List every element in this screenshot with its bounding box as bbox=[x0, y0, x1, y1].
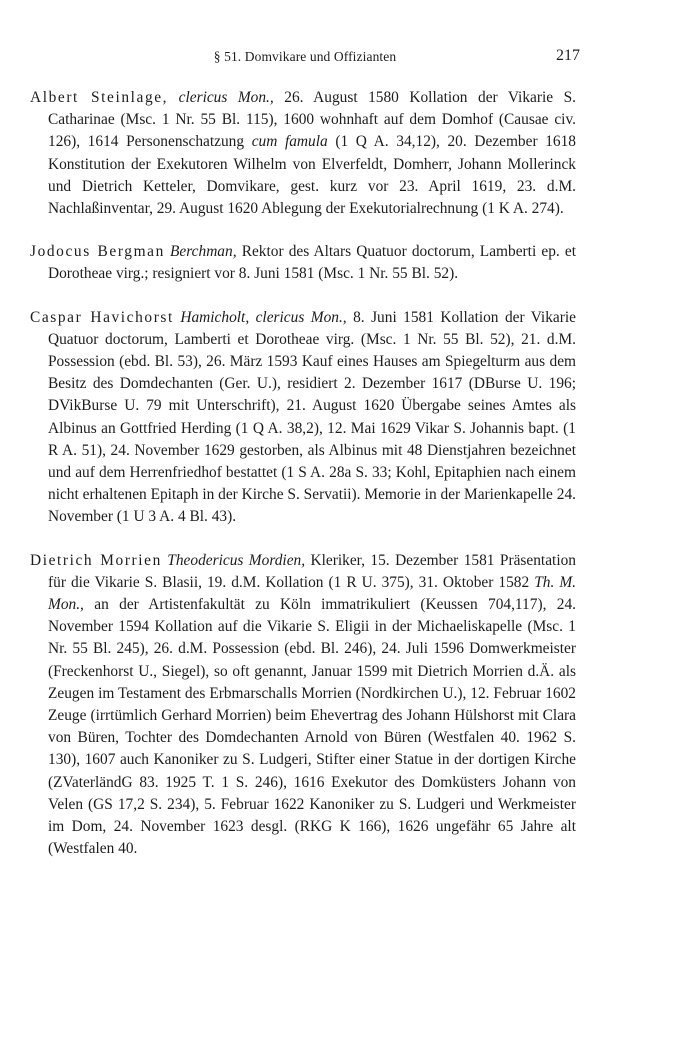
page-number: 217 bbox=[556, 47, 580, 64]
entry-italic-phrase: Th. M. Mon., bbox=[48, 573, 576, 614]
running-header bbox=[30, 47, 580, 69]
entry-text: Kleriker, 15. Dezember 1581 Präsentation für die Vikarie S. Blasii, 19. d.M. Kollation (1 R U. 375), 31. Oktober 1582 bbox=[48, 551, 576, 591]
entry-text: 26. August 1580 Kollation der Vikarie S. Catharinae (Msc. 1 Nr. 55 Bl. 115), 1600 wohnhaft auf dem Domhof (Causae civ. 126), 1614 Personenschatzung bbox=[48, 89, 576, 151]
entry-dietrich-morrien bbox=[30, 550, 576, 861]
entry-albert-steinlage bbox=[30, 87, 576, 220]
entry-text-continued: (1 Q A. 34,12), 20. Dezember 1618 Konstitution der Exekutoren Wilhelm von Elverfeldt, Domherr, Johann Mollerinck und Dietrich Ketteler, Domvikare, gest. kurz vor 23. April 1619, 23. d.M. Nachlaßinventar, 29. August 1620 Ablegung der Exekutorialrechnung (1 K A. 274). bbox=[48, 133, 576, 218]
entry-name: Caspar Havichorst bbox=[30, 308, 174, 326]
entry-text: Rektor des Altars Quatuor doctorum, Lamberti ep. et Dorotheae virg.; resigniert vor 8. Juni 1581 (Msc. 1 Nr. 55 Bl. 52). bbox=[48, 243, 576, 283]
entry-italic-phrase: cum famula bbox=[251, 133, 328, 151]
section-title: § 51. Domvikare und Offizianten bbox=[213, 49, 397, 64]
entry-latin-name: Hamicholt, clericus Mon., bbox=[180, 308, 347, 326]
entry-jodocus-bergman bbox=[30, 241, 576, 285]
entry-name: Albert Steinlage, bbox=[30, 89, 169, 106]
entry-text-continued: an der Artistenfakultät zu Köln immatrikuliert (Keussen 704,117), 24. November 1594 Kollation auf die Vikarie S. Eligii in der Michaeliskapelle (Msc. 1 Nr. 55 Bl. 245), 26. d.M. Possession (ebd. Bl. 246), 24. Juli 1596 Domwerkmeister (Freckenhorst U., Siegel), so oft genannt, Januar 1599 mit Dietrich Morrien d.Ä. als Zeugen im Testament des Erbmarschalls Morrien (Nordkirchen U.), 12. Februar 1602 Zeuge (irrtümlich Gerhard Morrien) beim Ehevertrag des Johann Hülshorst mit Clara von Büren, Tochter des Domdechanten Arnold von Büren (Westfalen 40. 1962 S. 130), 1607 auch Kanoniker zu S. Ludgeri, Stifter einer Statue in der dortigen Kirche (ZVaterländG 83. 1925 T. 1 S. 246), 1616 Exekutor des Domküsters Johann von Velen (GS 17,2 S. 234), 5. Februar 1622 Kanoniker zu S. Ludgeri und Werkmeister im Dom, 24. November 1623 desgl. (RKG K 166), 1626 ungefähr 65 Jahre alt (Westfalen 40. bbox=[48, 596, 576, 858]
entry-name: Jodocus Bergman bbox=[30, 243, 165, 261]
entry-caspar-havichorst bbox=[30, 307, 576, 529]
entry-name: Dietrich Morrien bbox=[30, 551, 162, 569]
entry-latin-name: Berchman, bbox=[170, 243, 237, 261]
entry-text: 8. Juni 1581 Kollation der Vikarie Quatuor doctorum, Lamberti et Dorotheae virg. (Msc. 1 Nr. 55 Bl. 52), 21. d.M. Possession (ebd. Bl. 53), 26. März 1593 Kauf eines Hauses am Spiegelturm aus dem Besitz des Domdechanten (Ger. U.), residiert 2. Dezember 1617 (DBurse U. 196; DVikBurse U. 79 mit Unterschrift), 21. August 1620 Übergabe seines Amtes als Albinus an Gottfried Herding (1 Q A. 38,2), 12. Mai 1629 Vikar S. Johannis bapt. (1 R A. 51), 24. November 1629 gestorben, als Albinus mit 48 Dienstjahren bezeichnet und auf dem Herrenfriedhof bestattet (1 S A. 28a S. 33; Kohl, Epitaphien nach einem nicht erhaltenen Epitaph in der Kirche S. Servatii). Memorie in der Marienkapelle 24. November (1 U 3 A. 4 Bl. 43). bbox=[48, 308, 576, 526]
entry-latin-name: Theodericus Mordien, bbox=[167, 551, 306, 569]
entry-latin-name: clericus Mon., bbox=[178, 89, 274, 106]
entry-list bbox=[30, 87, 576, 882]
